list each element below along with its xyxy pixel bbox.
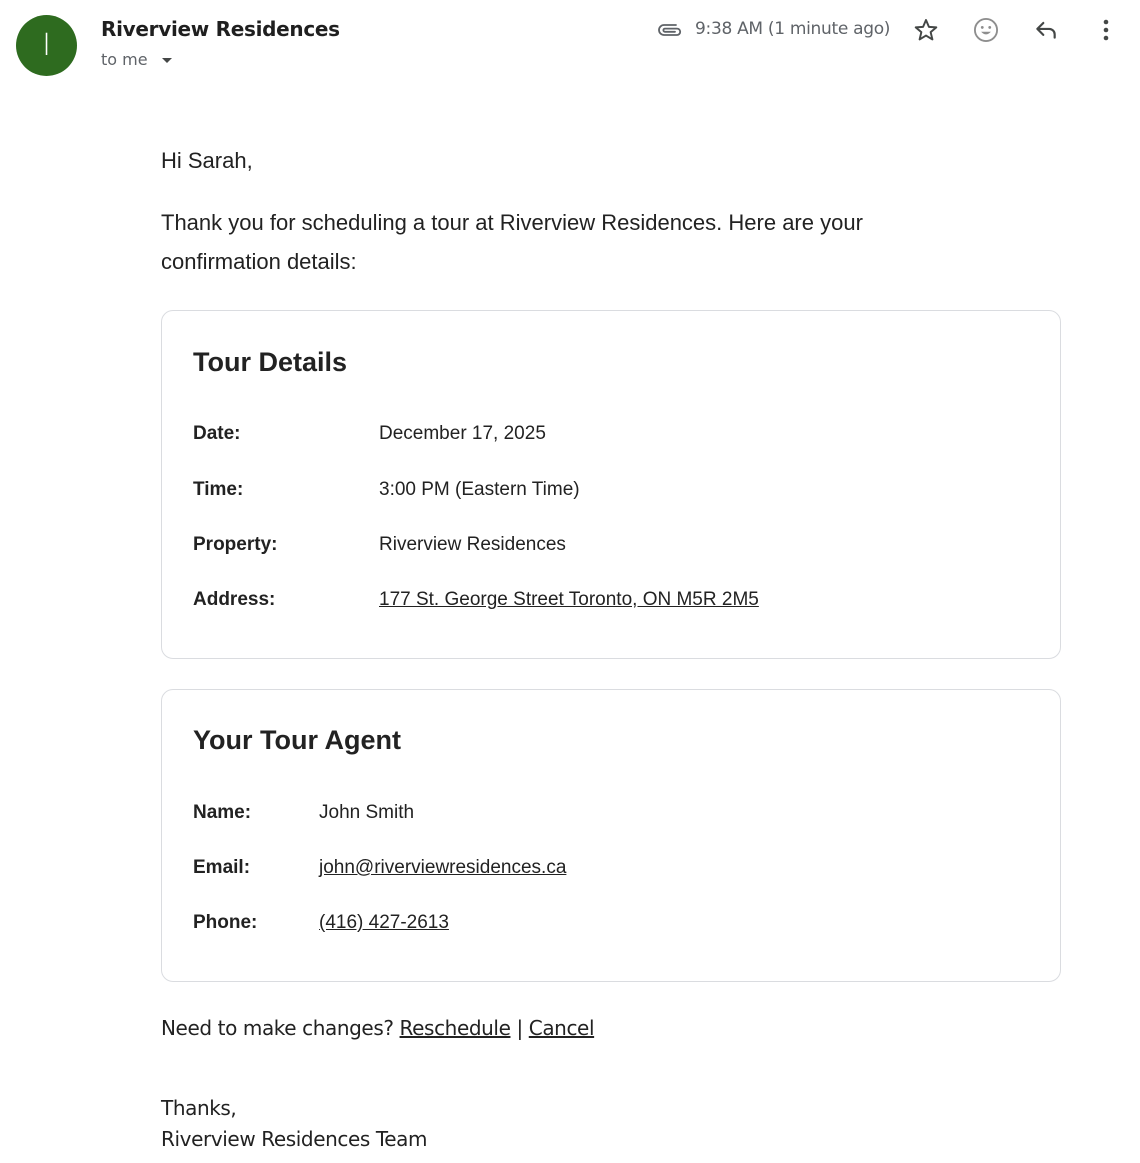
greeting: Hi Sarah, xyxy=(161,148,253,173)
email-header xyxy=(0,0,1140,90)
property-row xyxy=(193,534,566,556)
more-vert-icon xyxy=(1103,19,1109,41)
time-value: 3:00 PM (Eastern Time) xyxy=(379,479,580,500)
sender-name[interactable]: Riverview Residences xyxy=(101,17,340,41)
emoji-icon xyxy=(972,16,1000,44)
agent-email-label: Email: xyxy=(193,857,251,878)
signoff-team: Riverview Residences Team xyxy=(161,1127,428,1151)
star-button[interactable] xyxy=(908,12,944,48)
sender-avatar[interactable]: I xyxy=(16,15,77,76)
address-row xyxy=(193,589,759,611)
emoji-reaction-button[interactable] xyxy=(968,12,1004,48)
tour-details-title: Tour Details xyxy=(193,347,348,377)
time-label: Time: xyxy=(193,479,244,500)
cancel-link[interactable]: Cancel xyxy=(528,1016,595,1040)
address-label: Address: xyxy=(193,589,276,610)
address-link[interactable]: 177 St. George Street Toronto, ON M5R 2M5 xyxy=(379,589,759,610)
agent-phone-row xyxy=(193,912,449,934)
reply-icon xyxy=(1033,17,1059,43)
agent-phone-link[interactable]: (416) 427-2613 xyxy=(319,912,449,933)
star-icon xyxy=(913,17,939,43)
caret-down-icon xyxy=(162,58,172,63)
recipient-dropdown[interactable] xyxy=(101,50,172,69)
agent-email-row xyxy=(193,857,566,879)
agent-name-label: Name: xyxy=(193,802,252,823)
signoff-thanks: Thanks, xyxy=(161,1096,237,1120)
reschedule-link[interactable]: Reschedule xyxy=(399,1016,511,1040)
agent-email-link[interactable]: john@riverviewresidences.ca xyxy=(319,857,567,878)
changes-line xyxy=(161,1016,594,1040)
tour-details-card xyxy=(161,310,1061,659)
agent-name-row xyxy=(193,802,414,824)
reply-button[interactable] xyxy=(1028,12,1064,48)
email-timestamp: 9:38 AM (1 minute ago) xyxy=(695,19,891,39)
signoff xyxy=(161,1093,427,1155)
property-value: Riverview Residences xyxy=(379,534,566,555)
time-row xyxy=(193,479,580,501)
link-separator: | xyxy=(516,1016,523,1040)
intro-paragraph: Thank you for scheduling a tour at Riverview Residences. Here are your confirmation details: xyxy=(161,210,863,274)
tour-agent-card xyxy=(161,689,1061,982)
paperclip-icon xyxy=(656,20,684,45)
tour-agent-title: Your Tour Agent xyxy=(193,725,401,755)
property-label: Property: xyxy=(193,534,278,555)
agent-name-value: John Smith xyxy=(319,802,415,823)
changes-prompt: Need to make changes? xyxy=(161,1016,394,1040)
more-options-button[interactable] xyxy=(1088,12,1124,48)
date-label: Date: xyxy=(193,423,241,444)
date-value: December 17, 2025 xyxy=(379,423,546,444)
recipient-label: to me xyxy=(101,50,148,69)
agent-phone-label: Phone: xyxy=(193,912,258,933)
date-row xyxy=(193,423,546,445)
